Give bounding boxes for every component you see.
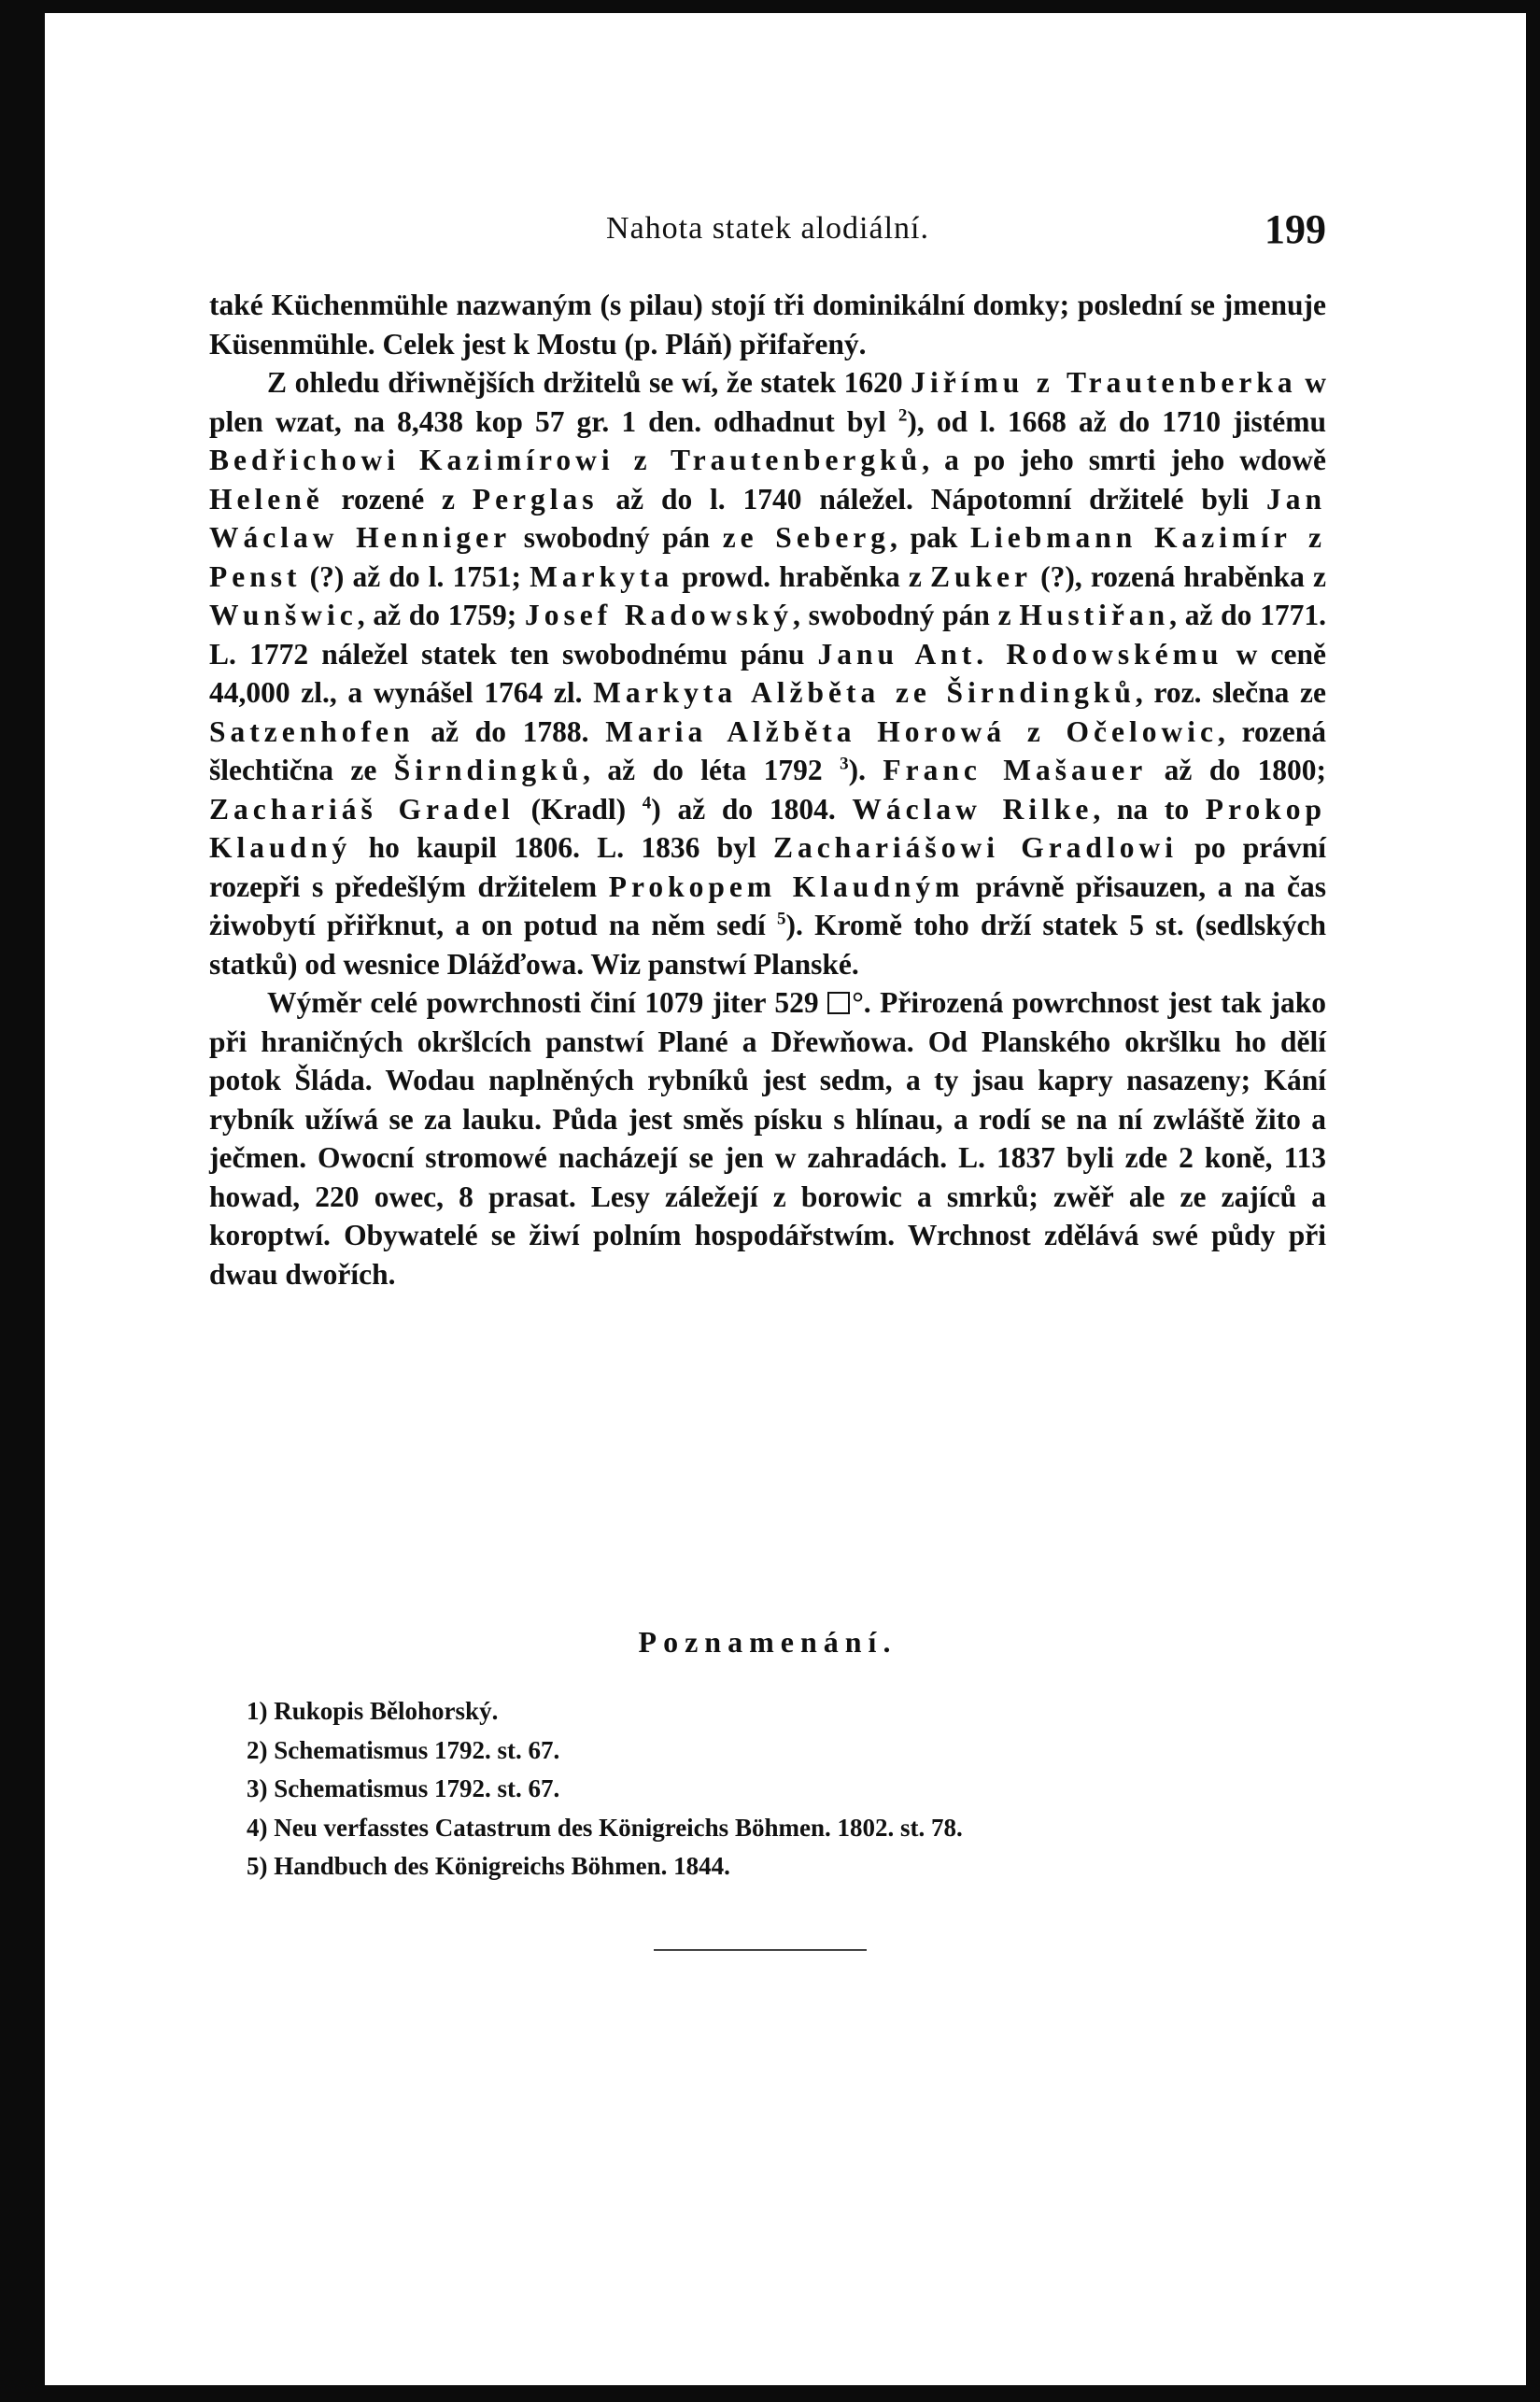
text-run: , a po jeho smrti jeho wdowě bbox=[922, 444, 1326, 476]
footnote: 5) Handbuch des Königreichs Böhmen. 1844. bbox=[247, 1852, 730, 1880]
text-run: také Küchenmühle nazwaným (s pilau) stojí tři dominikální domky; poslední se jmenuje Küsenmühle. Celek jest k Mostu (p. Pláň) přifařený. bbox=[209, 289, 1326, 360]
text-run: w ceně 44,000 zl., a wynášel 1764 zl. bbox=[209, 637, 1326, 709]
text-run: , až do 1759; bbox=[357, 599, 525, 631]
notes-heading: Poznamenání. bbox=[638, 1625, 897, 1659]
text-run: až do 1788. bbox=[414, 714, 606, 748]
person-name: Liebmann Kazimír z Penst bbox=[209, 521, 1326, 593]
footnote-ref: 4 bbox=[642, 793, 652, 812]
person-name: Jiřímu z Trautenberka bbox=[911, 366, 1297, 399]
footnote: 2) Schematismus 1792. st. 67. bbox=[247, 1735, 560, 1764]
person-name: Markyta Alžběta ze Širndingků bbox=[593, 676, 1136, 709]
person-name: Zuker bbox=[929, 559, 1032, 593]
person-name: Jan Wáclaw Henniger bbox=[209, 482, 1326, 554]
text-run: swobodný pán bbox=[511, 521, 723, 554]
page-number: 199 bbox=[1264, 206, 1326, 252]
text-run: , až do 1771. L. 1772 náležel statek ten swobodnému pánu bbox=[209, 599, 1326, 671]
text-run: , roz. slečna ze bbox=[1135, 676, 1326, 709]
person-name: Prokop Klaudný bbox=[209, 792, 1326, 864]
end-rule bbox=[654, 1949, 867, 1951]
text-run: (Kradl) bbox=[514, 792, 643, 826]
square-fathom-symbol-icon bbox=[827, 992, 850, 1014]
place-name: Wunšwic bbox=[209, 599, 358, 631]
footnote: 3) Schematismus 1792. st. 67. bbox=[247, 1774, 560, 1802]
text-run: , pak bbox=[890, 521, 971, 554]
text-run: Z ohledu dřiwnějších držitelů se wí, že statek 1620 bbox=[267, 366, 911, 399]
text-run: , na to bbox=[1093, 792, 1206, 826]
person-name: Franc Mašauer bbox=[883, 754, 1148, 786]
text-run: právně přisauzen, a na čas żiwobytí přiřknut, a on potud na něm sedí bbox=[209, 869, 1326, 941]
person-name: Wáclaw Rilke bbox=[852, 792, 1094, 826]
text-run: (?), rozená hraběnka z bbox=[1031, 559, 1326, 593]
person-name: Janu Ant. Rodowskému bbox=[817, 637, 1223, 671]
running-title: Nahota statek alodiální. bbox=[606, 211, 929, 246]
person-name: Zachariášowi Gradlowi bbox=[772, 831, 1178, 864]
text-run: až do 1800; bbox=[1147, 754, 1326, 786]
person-name: Zachariáš Gradel bbox=[209, 792, 515, 826]
footnote-ref: 2 bbox=[897, 405, 908, 425]
text-run: až do l. 1740 náležel. Nápotomní držitelé byli bbox=[598, 482, 1266, 516]
text-run: ) až do 1804. bbox=[651, 792, 853, 826]
text-run: w plen wzat, na 8,438 kop 57 gr. 1 den. odhadnut byl bbox=[209, 366, 1327, 438]
footnote-ref: 3 bbox=[840, 754, 849, 774]
text-run: Wýměr celé powrchnosti činí 1079 jiter 529 bbox=[267, 986, 828, 1019]
place-name: Hustiřan bbox=[1019, 599, 1170, 631]
person-name: Josef Radowský bbox=[524, 599, 793, 631]
place-name: Satzenhofen bbox=[209, 714, 415, 748]
text-run: , rozená šlechtična ze bbox=[209, 714, 1326, 786]
paragraph-3 bbox=[209, 983, 1326, 1293]
person-name: Prokopem Klaudným bbox=[608, 869, 965, 903]
page-header bbox=[209, 206, 1326, 252]
text-run: rozené z bbox=[323, 482, 473, 516]
text-run: ). bbox=[848, 754, 883, 786]
paragraph-2 bbox=[209, 363, 1326, 983]
paragraph-1 bbox=[209, 286, 1326, 363]
person-name: Širndingků bbox=[393, 754, 584, 786]
person-name: Maria Alžběta Horowá z Očelowic bbox=[605, 714, 1218, 748]
text-run: po právní rozepři s předešlým držitelem bbox=[209, 831, 1326, 903]
footnote: 1) Rukopis Bělohorský. bbox=[247, 1697, 499, 1725]
footnote: 4) Neu verfasstes Catastrum des Königreichs Böhmen. 1802. st. 78. bbox=[247, 1813, 963, 1842]
person-name: ze Seberg bbox=[722, 521, 891, 554]
text-run: °. Přirozená powrchnost jest tak jako při hraničných okršlcích panstwí Plané a Dřewňowa. Od Planského okršlku ho dělí potok Šláda. Wodau naplněných rybníků jest sedm, a ty jsau kapry nasazeny; Kání rybník užíwá se za lauku. Půda jest směs písku s hlínau, a rodí se na ní zwláště žito a ječmen. Owocní stromowé nacházejí se jen w zahradách. L. 1837 byli zde 2 koně, 113 howad, 220 owec, 8 prasat. Lesy záležejí z borowic a smrků; zwěř ale ze zajíců a koroptwí. Obywatelé se žiwí polním hospodářstwím. Wrchnost zdělává swé půdy při dwau dwořích. bbox=[209, 986, 1327, 1291]
person-name: Markyta bbox=[530, 559, 674, 593]
text-run: ho kaupil 1806. L. 1836 byl bbox=[351, 831, 773, 864]
text-run: , swobodný pán z bbox=[792, 599, 1020, 631]
person-name: Bedřichowi Kazimírowi z Trautenbergků bbox=[209, 444, 923, 476]
body-text bbox=[209, 286, 1326, 1293]
text-run: , až do léta 1792 bbox=[583, 754, 841, 786]
text-run: ). Kromě toho drží statek 5 st. (sedlských statků) od wesnice Dlážďowa. Wiz panstwí Planské. bbox=[209, 909, 1326, 981]
text-run: ), od l. 1668 až do 1710 jistému bbox=[907, 404, 1326, 438]
footnotes-list bbox=[247, 1692, 1293, 1886]
footnote-ref: 5 bbox=[777, 909, 786, 929]
person-name: Perglas bbox=[472, 482, 599, 516]
text-run: prowd. hraběnka z bbox=[673, 559, 930, 593]
person-name: Heleně bbox=[209, 482, 324, 516]
text-run: (?) až do l. 1751; bbox=[301, 559, 530, 593]
